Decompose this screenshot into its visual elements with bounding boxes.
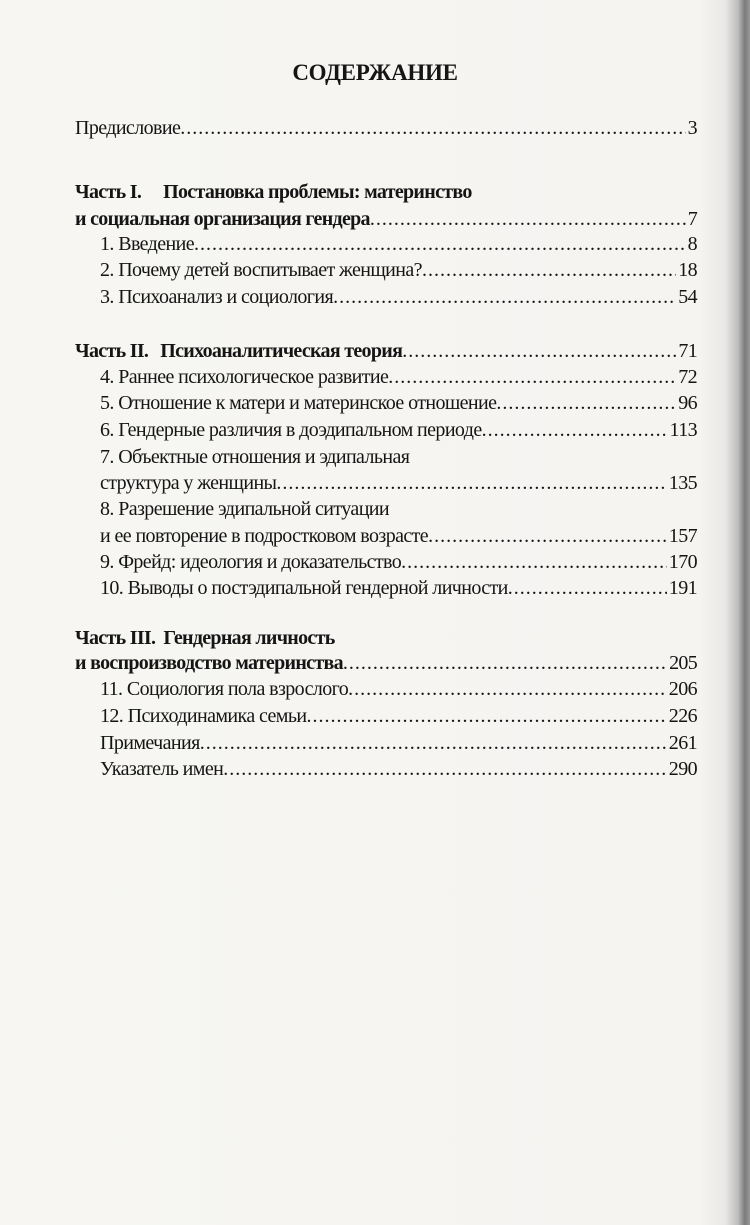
toc-entry-index[interactable] [100, 756, 697, 782]
toc-label: Примечания [100, 732, 200, 754]
toc-entry-part-1[interactable] [75, 206, 697, 232]
toc-part-3-heading [75, 625, 697, 651]
toc-page: 157 [668, 525, 697, 547]
toc-page: 170 [668, 551, 697, 573]
toc-page: 7 [687, 208, 697, 230]
dot-leader [348, 676, 667, 702]
toc-label: 1. Введение [100, 233, 195, 255]
toc-entry-ch5[interactable] [100, 390, 697, 416]
toc-entry-ch12[interactable] [100, 703, 697, 729]
toc-page: 205 [669, 652, 697, 674]
toc-entry-ch11[interactable] [100, 676, 697, 702]
toc-entry-ch7-line1 [100, 444, 697, 470]
toc-entry-ch6[interactable] [100, 417, 697, 443]
toc-label: 10. Выводы о постэдипальной гендерной личности [100, 577, 508, 599]
toc-label: и социальная организация гендера [75, 208, 370, 230]
toc-entry-ch7[interactable] [100, 470, 697, 496]
part-number: Часть II. [75, 340, 149, 362]
toc-page: 8 [687, 233, 697, 255]
toc-label: 8. Разрешение эдипальной ситуации [100, 498, 390, 520]
toc-label: структура у женщины [100, 472, 277, 494]
toc-page: 191 [668, 577, 697, 599]
toc-page: 113 [669, 419, 697, 441]
toc-page: 206 [668, 678, 697, 700]
toc-entry-preface[interactable] [75, 115, 697, 141]
toc-entry-ch4[interactable] [100, 364, 697, 390]
toc-page: 96 [678, 392, 697, 414]
toc-page: 72 [678, 366, 697, 388]
toc-entry-part-2[interactable] [75, 338, 697, 364]
toc-page: 71 [678, 340, 697, 362]
toc-entry-ch9[interactable] [100, 549, 697, 575]
toc-label: 7. Объектные отношения и эдипальная [100, 446, 410, 468]
dot-leader [194, 231, 686, 257]
dot-leader [402, 338, 676, 364]
toc-label: 4. Раннее психологическое развитие [100, 366, 389, 388]
toc-label: и воспроизводство материнства [75, 652, 343, 674]
toc-label: 9. Фрейд: идеология и доказательство [100, 551, 402, 573]
dot-leader [370, 206, 686, 232]
dot-leader [508, 575, 667, 601]
toc-label: 5. Отношение к матери и материнское отношение [100, 392, 497, 414]
toc-label: 11. Социология пола взрослого [100, 678, 349, 700]
toc-entry-ch1[interactable] [100, 231, 697, 257]
dot-leader [343, 650, 667, 676]
toc-page: 226 [668, 705, 697, 727]
toc-page: 290 [668, 758, 697, 780]
toc-label: Психоаналитическая теория [160, 340, 403, 362]
toc-label: 2. Почему детей воспитывает женщина? [100, 259, 422, 281]
toc-label: 3. Психоанализ и социология [100, 286, 334, 308]
dot-leader [276, 470, 666, 496]
toc-entry-notes[interactable] [100, 730, 697, 756]
toc-label: Предисловие [75, 117, 181, 139]
dot-leader [306, 703, 666, 729]
part-title: Постановка проблемы: материнство [163, 181, 472, 203]
part-title: Гендерная личность [163, 627, 335, 649]
toc-label: и ее повторение в подростковом возрасте [100, 525, 429, 547]
dot-leader [333, 284, 676, 310]
toc-entry-ch8-line1 [100, 496, 697, 522]
toc-label: Указатель имен [100, 758, 224, 780]
toc-entry-ch8[interactable] [100, 523, 697, 549]
toc-page: 3 [687, 117, 697, 139]
dot-leader [180, 115, 685, 141]
toc-label: 12. Психодинамика семьи [100, 705, 307, 727]
dot-leader [388, 364, 676, 390]
dot-leader [482, 417, 668, 443]
dot-leader [200, 730, 667, 756]
dot-leader [223, 756, 667, 782]
toc-page: 261 [668, 732, 697, 754]
toc-entry-ch3[interactable] [100, 284, 697, 310]
part-number: Часть III. [75, 627, 156, 649]
toc-page: 135 [668, 472, 697, 494]
dot-leader [428, 523, 667, 549]
part-number: Часть I. [75, 181, 142, 203]
toc-part-1-heading [75, 179, 697, 205]
dot-leader [401, 549, 667, 575]
toc-entry-part-3[interactable] [75, 650, 697, 676]
dot-leader [422, 257, 676, 283]
toc-label: 6. Гендерные различия в доэдипальном периоде [100, 419, 482, 441]
page-title: СОДЕРЖАНИЕ [292, 60, 458, 85]
toc-page: 18 [678, 259, 697, 281]
toc-entry-ch10[interactable] [100, 575, 697, 601]
dot-leader [496, 390, 676, 416]
toc-page: 54 [678, 286, 697, 308]
toc-entry-ch2[interactable] [100, 257, 697, 283]
